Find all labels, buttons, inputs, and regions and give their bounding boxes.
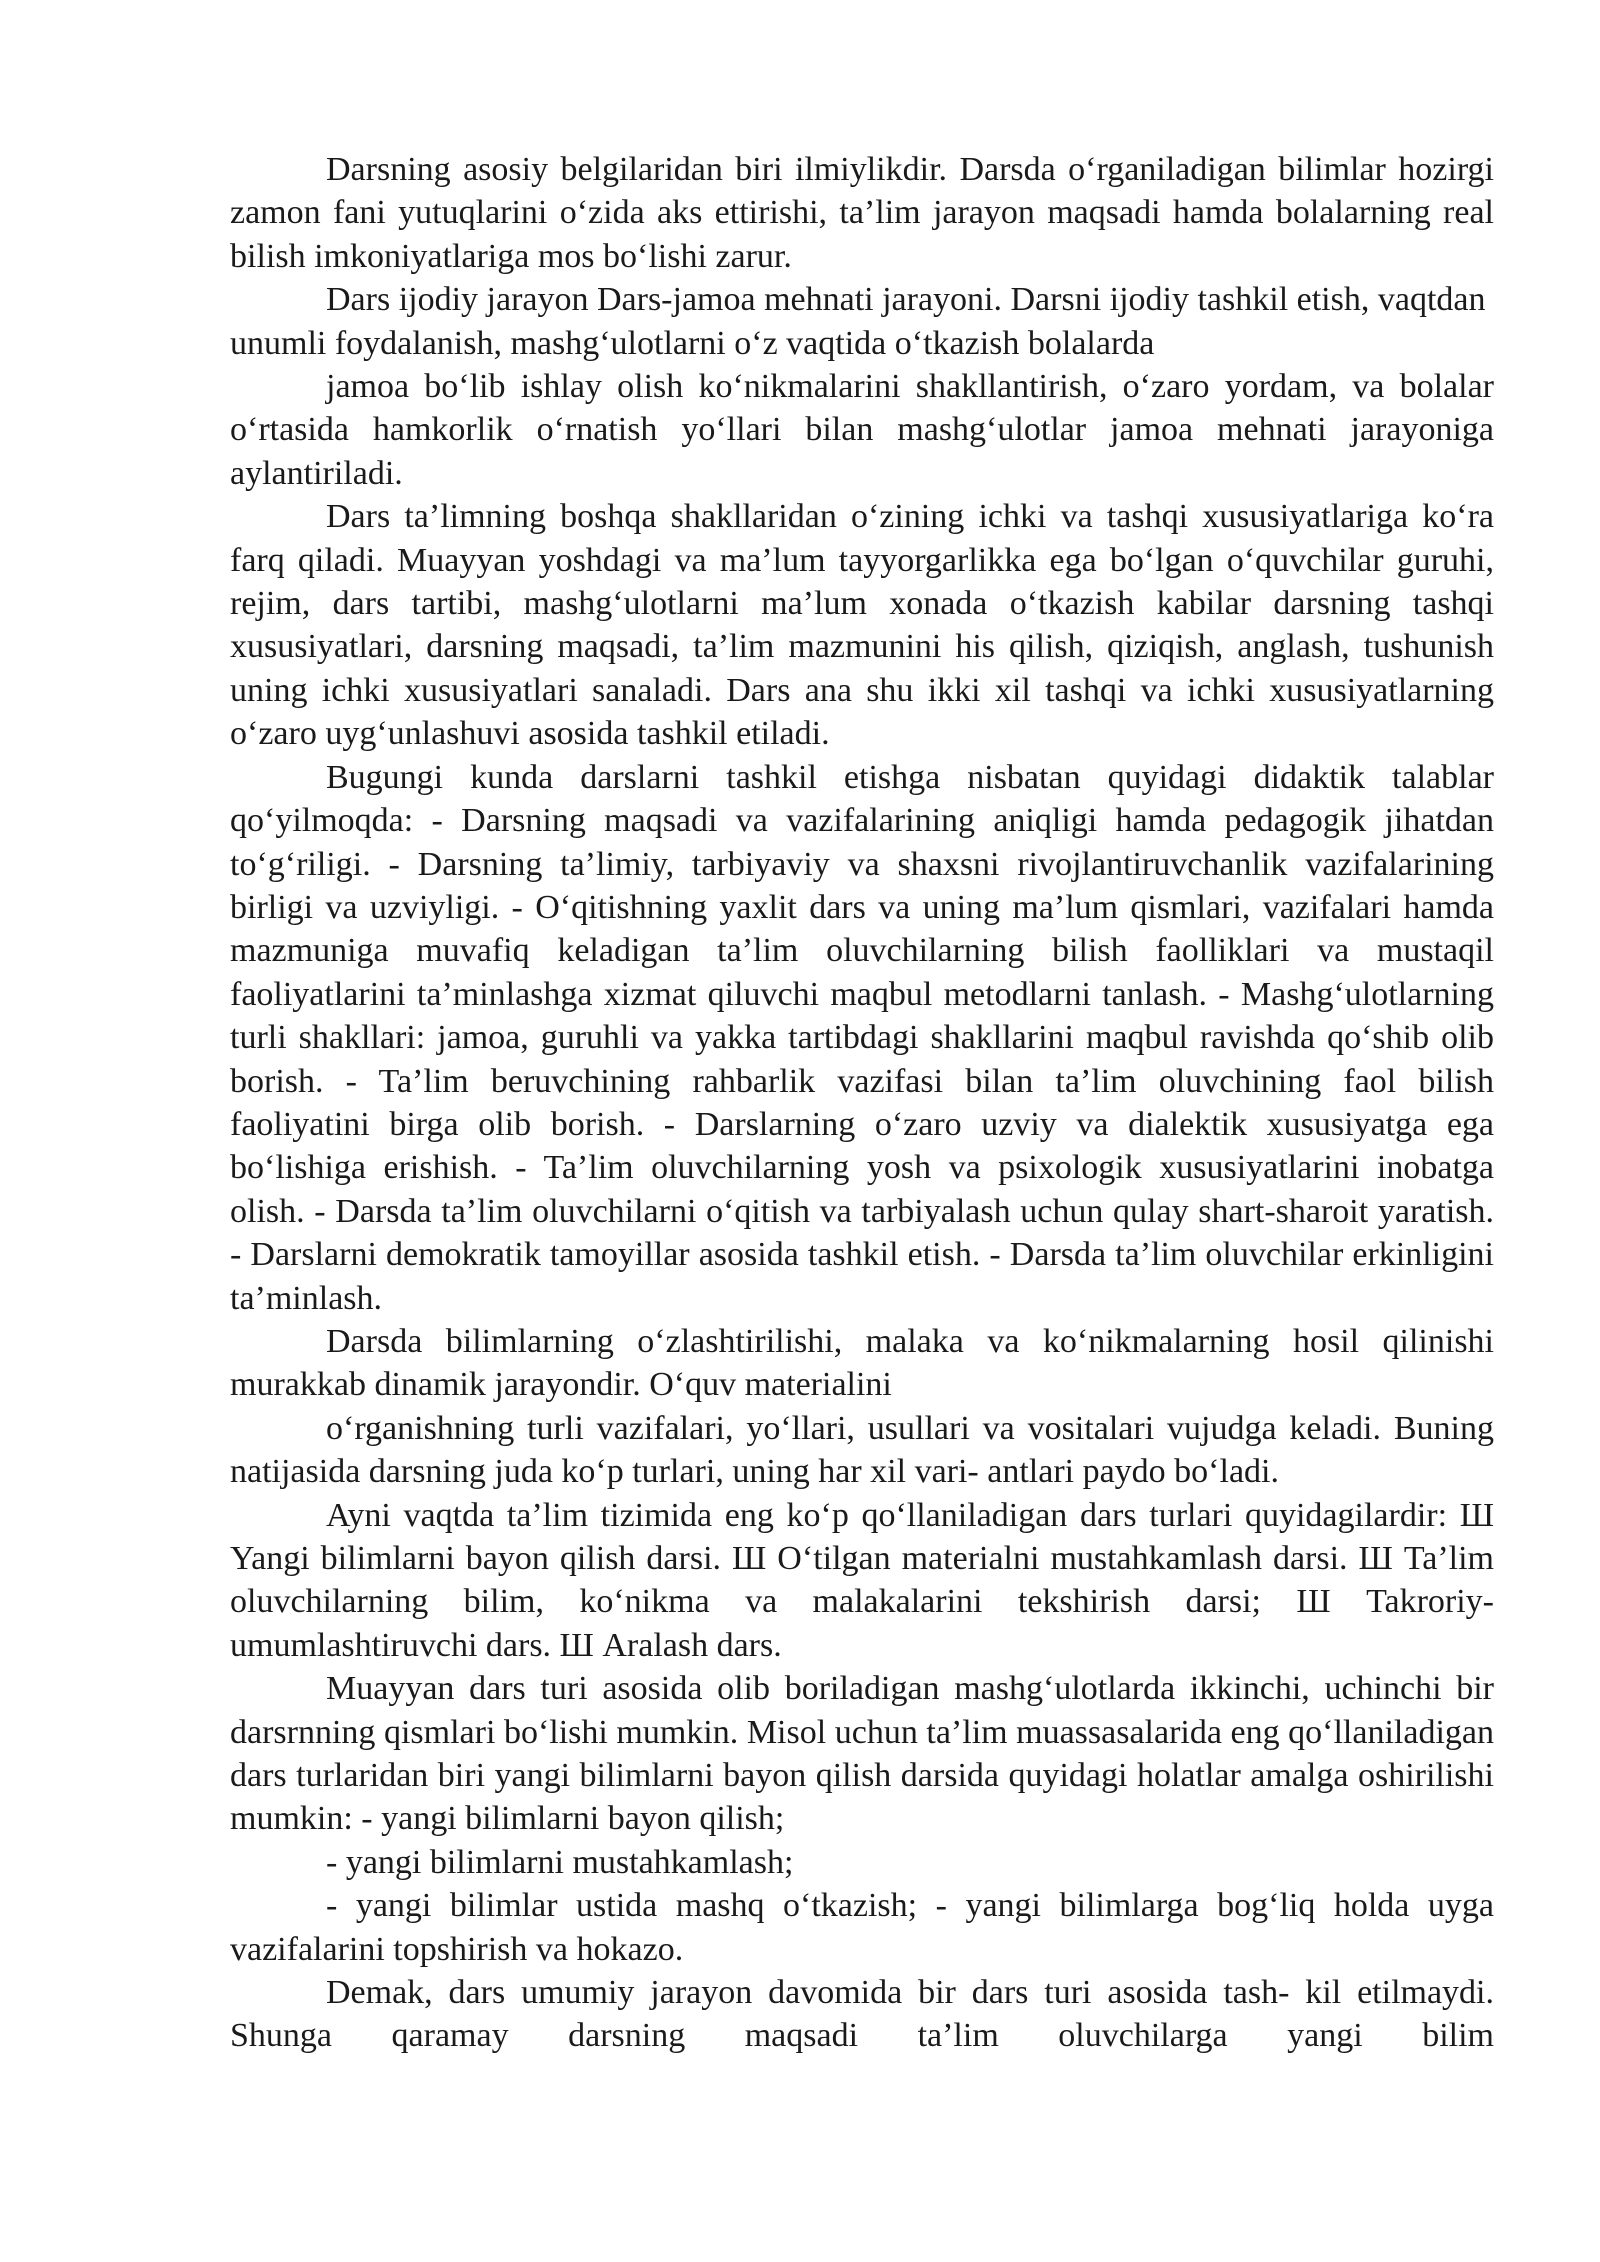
- paragraph-11: - yangi bilimlar ustida mashq o‘tkazish; - yangi bilimlarga bog‘liq holda uyga vazifalarini topshirish va hokazo.: [230, 1887, 1494, 1968]
- paragraph-2: Dars ijodiy jarayon Dars-jamoa mehnati jarayoni. Darsni ijodiy tashkil etish, vaqtdan unumli foydalanish, mashg‘ulotlarni o‘z vaqtida o‘tkazish bolalarda: [230, 281, 1486, 362]
- paragraph-9: Muayyan dars turi asosida olib boriladigan mashg‘ulotlarda ikkinchi, uchinchi bir darsrnning qismlari bo‘lishi mumkin. Misol uchun ta’lim muassasalarida eng qo‘llaniladigan dars turlaridan biri yangi bilimlarni bayon qilish darsida quyidagi holatlar amalga oshirilishi mumkin: - yangi bilimlarni bayon qilish;: [230, 1670, 1494, 1838]
- paragraph-8: Ayni vaqtda ta’lim tizimida eng ko‘p qo‘llaniladigan dars turlari quyidagilardir: Ш Yangi bilimlarni bayon qilish darsi. Ш O‘tilgan materialni mustahkamlash darsi. Ш Ta’lim oluvchilarning bilim, ko‘nikma va malakalarini tekshirish darsi; Ш Takroriy-umumlashtiruvchi dars. Ш Aralash dars.: [230, 1496, 1494, 1664]
- document-page: [230, 148, 1494, 2058]
- paragraph-10: - yangi bilimlarni mustahkamlash;: [326, 1843, 794, 1881]
- paragraph-3: jamoa bo‘lib ishlay olish ko‘nikmalarini shakllantirish, o‘zaro yordam, va bolalar o‘rtasida hamkorlik o‘rnatish yo‘llari bilan mashg‘ulotlar jamoa mehnati jarayoniga aylantiriladi.: [230, 368, 1494, 492]
- paragraph-6: Darsda bilimlarning o‘zlashtirilishi, malaka va ko‘nikmalarning hosil qilinishi murakkab dinamik jarayondir. O‘quv materialini: [230, 1322, 1494, 1404]
- paragraph-5: Bugungi kunda darslarni tashkil etishga nisbatan quyidagi didaktik talablar qo‘yilmoqda: - Darsning maqsadi va vazifalarining aniqligi hamda pedagogik jihatdan to‘g‘riligi. - Darsning ta’limiy, tarbiyaviy va shaxsni rivojlantiruvchanlik vazifalarining birligi va uzviyligi. - O‘qitishning yaxlit dars va uning ma’lum qismlari, vazifalari hamda mazmuniga muvafiq keladigan ta’lim oluvchilarning bilish faolliklari va mustaqil faoliyatlarini ta’minlashga xizmat qiluvchi maqbul metodlarni tanlash. - Mashg‘ulotlarning turli shakllari: jamoa, guruhli va yakka tartibdagi shakllarini maqbul ravishda qo‘shib olib borish. - Ta’lim beruvchining rahbarlik vazifasi bilan ta’lim oluvchining faol bilish faoliyatini birga olib borish. - Darslarning o‘zaro uzviy va dialektik xususiyatga ega bo‘lishiga erishish. - Ta’lim oluvchilarning yosh va psixologik xususiyatlarini inobatga olish. - Darsda ta’lim oluvchilarni o‘qitish va tarbiyalash uchun qulay shart-sharoit yaratish. - Darslarni demokratik tamoyillar asosida tashkil etish. - Darsda ta’lim oluvchilar erkinligini ta’minlash.: [230, 758, 1494, 1317]
- paragraph-1: Darsning asosiy belgilaridan biri ilmiylikdir. Darsda o‘rganiladigan bilimlar hozirgi zamon fani yutuqlarini o‘zida aks ettirishi, ta’lim jarayon maqsadi hamda bolalarning real bilish imkoniyatlariga mos bo‘lishi zarur.: [230, 151, 1494, 275]
- paragraph-4: Dars ta’limning boshqa shakllaridan o‘zining ichki va tashqi xususiyatlariga ko‘ra farq qiladi. Muayyan yoshdagi va ma’lum tayyorgarlikka ega bo‘lgan o‘quvchilar guruhi, rejim, dars tartibi, mashg‘ulotlarni ma’lum xonada o‘tkazish kabilar darsning tashqi xususiyatlari, darsning maqsadi, ta’lim mazmunini his qilish, qiziqish, anglash, tushunish uning ichki xususiyatlari sanaladi. Dars ana shu ikki xil tashqi va ichki xususiyatlarning o‘zaro uyg‘unlashuvi asosida tashkil etiladi.: [230, 498, 1494, 753]
- paragraph-12: Demak, dars umumiy jarayon davomida bir dars turi asosida tash- kil etilmaydi. Shunga qaramay darsning maqsadi ta’lim oluvchilarga yangi bilim: [230, 1974, 1494, 2055]
- paragraph-7: o‘rganishning turli vazifalari, yo‘llari, usullari va vositalari vujudga keladi. Buning natijasida darsning juda ko‘p turlari, uning har xil vari- antlari paydo bo‘ladi.: [230, 1409, 1494, 1491]
